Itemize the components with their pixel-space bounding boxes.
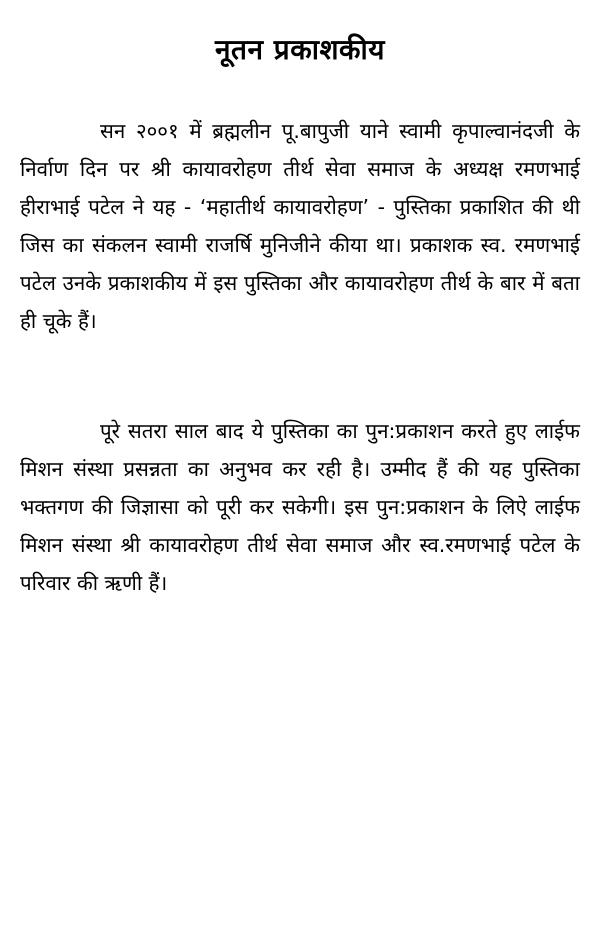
paragraph-1: सन २००१ में ब्रह्मलीन पू.बापुजी याने स्वामी कृपाल्वानंदजी के निर्वाण दिन पर श्री कायावरोहण तीर्थ सेवा समाज के अध्यक्ष रमणभाई हीराभाई पटेल ने यह - ‘महातीर्थ कायावरोहण’ - पुस्तिका प्रकाशित की थी जिस का संकलन स्वामी राजर्षि मुनिजीने कीया था। प्रकाशक स्व. रमणभाई पटेल उनके प्रकाशकीय में इस पुस्तिका और कायावरोहण तीर्थ के बार में बता ही चूके हैं। [20,119,580,333]
page-title: नूतन प्रकाशकीय [214,33,385,66]
paragraph-2: पूरे सतरा साल बाद ये पुस्तिका का पुन:प्रकाशन करते हुए लाईफ मिशन संस्था प्रसन्नता का अनुभव कर रही है। उम्मीद हैं की यह पुस्तिका भक्तगण की जिज्ञासा को पूरी कर सकेगी। इस पुन:प्रकाशन के लिऐ लाईफ मिशन संस्था श्री कायावरोहण तीर्थ सेवा समाज और स्व.रमणभाई पटेल के परिवार की ऋणी हैं। [20,419,580,595]
